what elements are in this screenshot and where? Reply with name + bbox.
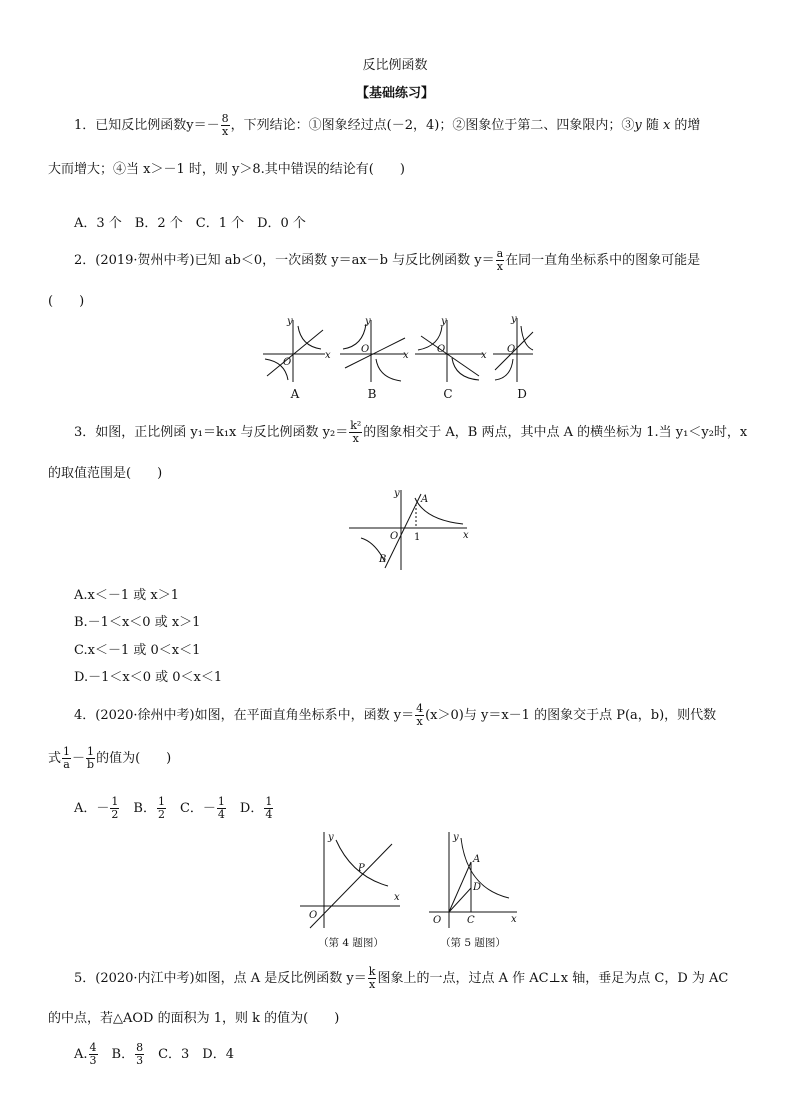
- q5-frac-den: x: [368, 978, 376, 991]
- q5-opt-a-den: 3: [89, 1054, 97, 1067]
- q5-opt-b: B．: [98, 1047, 135, 1062]
- q4-f1-den: a: [63, 758, 70, 771]
- q2-a-x: x: [325, 350, 331, 361]
- q3-x: x: [463, 530, 469, 541]
- q2-d-o: O: [507, 344, 516, 355]
- q5-fig-a: A: [473, 854, 481, 865]
- q4-opt-c-frac: [217, 796, 226, 821]
- q5-opt-a-frac: [89, 1042, 98, 1067]
- q2-c-o: O: [437, 344, 446, 355]
- q5-fig-y: y: [453, 832, 459, 843]
- q5-line1: [74, 966, 728, 991]
- q3-option-a: A.x＜－1 或 x＞1: [74, 588, 179, 603]
- q3-text: 3．如图，正比例函 y₁＝k₁x 与反比例函数 y₂＝: [74, 425, 349, 440]
- q2-d-y: y: [511, 314, 517, 325]
- q1-func: y＝－: [186, 118, 220, 133]
- q4-fig-x: x: [394, 892, 400, 903]
- q4-text-c: 式: [48, 751, 62, 766]
- q4-opt-b-den: 2: [157, 808, 165, 821]
- q4-f2-den: b: [87, 758, 95, 771]
- q5-opt-a-num: 4: [89, 1041, 97, 1054]
- q4-figure: [296, 828, 406, 953]
- q5-fraction: [368, 966, 377, 991]
- q3-a: A: [421, 494, 429, 505]
- q2-graph-a: [263, 320, 325, 382]
- q4-text-d: 的值为( ): [96, 751, 172, 766]
- q2-a-o: O: [283, 357, 292, 368]
- q2-frac-den: x: [496, 260, 503, 273]
- q4-opt-d-den: 4: [265, 808, 273, 821]
- q5-fig-caption: （第 5 题图）: [440, 937, 506, 949]
- q5-options: [74, 1042, 234, 1067]
- q2-b-y: y: [365, 316, 371, 327]
- q3-line1: [74, 420, 747, 445]
- q3-option-d: D.－1＜x＜0 或 0＜x＜1: [74, 670, 223, 685]
- q1-text-b: ，下列结论：①图象经过点(－2，4)；②图象位于第二、四象限内；③: [230, 118, 635, 133]
- q1-text-d: 随: [641, 118, 663, 133]
- section-heading: 【基础练习】: [355, 86, 434, 101]
- q4-fig-y: y: [328, 832, 334, 843]
- q5-fig-x: x: [511, 914, 517, 925]
- q4-line2: [48, 746, 171, 771]
- q4-frac-num: 4: [416, 702, 424, 715]
- q4-text-b: (x＞0)与 y＝x－1 的图象交于点 P(a，b)，则代数: [425, 708, 717, 723]
- q5-text: 5．(2020·内江中考)如图，点 A 是反比例函数 y＝: [74, 971, 367, 986]
- q5-opt-b-num: 8: [136, 1041, 144, 1054]
- q1-options: A．3 个 B．2 个 C．1 个 D．0 个: [74, 216, 306, 231]
- q4-opt-b-frac: [157, 796, 166, 821]
- q2-graphs: [255, 312, 535, 402]
- q5-opt-a: A.: [74, 1047, 88, 1062]
- q4-opt-d-num: 1: [265, 795, 273, 808]
- q3-text-b: 的图象相交于 A，B 两点，其中点 A 的横坐标为 1.当 y₁＜y₂时，x: [363, 425, 748, 440]
- q3-one: 1: [414, 532, 421, 543]
- q2-text-b: 在同一直角坐标系中的图象可能是: [505, 253, 701, 268]
- q4-line1: [74, 703, 716, 728]
- q5-line2: 的中点，若△AOD 的面积为 1，则 k 的值为( ): [48, 1011, 340, 1026]
- q4-opt-a-frac: [110, 796, 119, 821]
- q1-var-y: y: [634, 118, 642, 133]
- q5-text-b: 图象上的一点，过点 A 作 AC⊥x 轴，垂足为点 C，D 为 AC: [377, 971, 729, 986]
- q5-fig-d: D: [473, 882, 482, 893]
- q4-opt-d-frac: [264, 796, 273, 821]
- q4-frac-2: [86, 746, 95, 771]
- q2-line1: [74, 248, 700, 273]
- q2-line2: ( ): [48, 294, 85, 309]
- q4-options: [74, 796, 274, 821]
- q1-line1: [74, 113, 700, 138]
- q4-fig-caption: （第 4 题图）: [318, 937, 384, 949]
- q4-frac-1: [62, 746, 71, 771]
- q4-f2-num: 1: [87, 745, 95, 758]
- q2-c-x: x: [481, 350, 487, 361]
- q2-label-b: B: [367, 387, 377, 401]
- q4-f1-num: 1: [63, 745, 71, 758]
- q4-opt-c-den: 4: [217, 808, 225, 821]
- q3-option-c: C.x＜－1 或 0＜x＜1: [74, 643, 201, 658]
- q1-frac-den: x: [222, 125, 229, 138]
- q2-text: 2．(2019·贺州中考)已知 ab＜0，一次函数 y＝ax－b 与反比例函数 y＝: [74, 253, 495, 268]
- q1-fraction: [221, 113, 230, 138]
- q4-fig-o: O: [309, 910, 318, 921]
- q2-label-c: C: [443, 387, 453, 401]
- q2-fraction: [496, 248, 505, 273]
- q2-c-y: y: [441, 316, 447, 327]
- q4-fig-p: P: [358, 863, 365, 874]
- q3-figure: [345, 486, 475, 571]
- q4-opt-b: B．: [120, 801, 156, 816]
- q5-figure: [425, 828, 525, 953]
- q3-frac-num: k²: [350, 419, 362, 432]
- q5-fig-c: C: [467, 915, 475, 926]
- q5-frac-num: k: [368, 965, 376, 978]
- q3-option-b: B.－1＜x＜0 或 x＞1: [74, 615, 201, 630]
- q4-opt-d: D．: [226, 801, 264, 816]
- q5-opt-b-den: 3: [136, 1054, 144, 1067]
- q5-opt-b-frac: [135, 1042, 144, 1067]
- q2-label-d: D: [517, 387, 527, 401]
- q4-opt-c: C．－: [166, 801, 216, 816]
- q4-minus: －: [72, 751, 86, 766]
- q2-graph-c: [415, 320, 483, 382]
- q3-fraction: [349, 420, 362, 445]
- q3-y: y: [394, 488, 400, 499]
- q2-frac-num: a: [496, 247, 504, 260]
- q1-var-x: x: [662, 118, 671, 133]
- q4-opt-a-den: 2: [111, 808, 119, 821]
- q3-line2: 的取值范围是( ): [48, 466, 163, 481]
- q2-b-o: O: [361, 344, 370, 355]
- q5-fig-o: O: [433, 915, 442, 926]
- q1-text-f: 的增: [670, 118, 701, 133]
- page-title: 反比例函数: [362, 58, 428, 73]
- q4-opt-a: A．－: [74, 801, 110, 816]
- q4-opt-a-num: 1: [111, 795, 119, 808]
- q4-fraction: [415, 703, 424, 728]
- q2-a-y: y: [287, 316, 293, 327]
- q2-b-x: x: [403, 350, 409, 361]
- q1-text: 1．已知反比例函数: [74, 118, 187, 133]
- q3-b: B: [379, 554, 387, 565]
- q3-frac-den: x: [352, 432, 359, 445]
- q5-opt-rest: C．3 D．4: [145, 1047, 235, 1062]
- q4-text: 4．(2020·徐州中考)如图，在平面直角坐标系中，函数 y＝: [74, 708, 415, 723]
- q2-graph-b: [340, 320, 405, 382]
- q4-frac-den: x: [416, 715, 423, 728]
- q4-opt-b-num: 1: [157, 795, 165, 808]
- q2-label-a: A: [290, 387, 300, 401]
- q1-frac-num: 8: [221, 112, 229, 125]
- q3-o: O: [390, 531, 399, 542]
- q1-line2: 大而增大；④当 x＞－1 时，则 y＞8.其中错误的结论有( ): [48, 162, 405, 177]
- q4-opt-c-num: 1: [217, 795, 225, 808]
